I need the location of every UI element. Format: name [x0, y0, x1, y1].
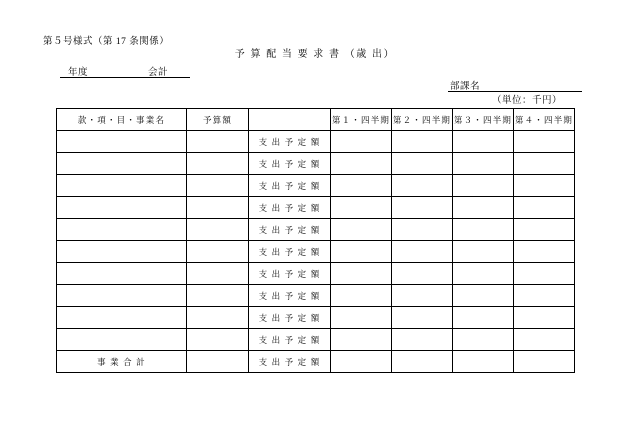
- cell-q2[interactable]: [392, 131, 453, 153]
- cell-item[interactable]: [57, 241, 187, 263]
- table-row: [57, 263, 575, 285]
- cell-budget[interactable]: [187, 329, 249, 351]
- total-q3[interactable]: [453, 351, 514, 373]
- cell-q4[interactable]: [514, 197, 575, 219]
- cell-q3[interactable]: [453, 131, 514, 153]
- header-q3: 第３・四半期: [453, 109, 514, 131]
- cell-budget[interactable]: [187, 285, 249, 307]
- table-row: [57, 285, 575, 307]
- total-q4[interactable]: [514, 351, 575, 373]
- cell-q4[interactable]: [514, 285, 575, 307]
- table-row: [57, 219, 575, 241]
- cell-q4[interactable]: [514, 175, 575, 197]
- cell-q2[interactable]: [392, 285, 453, 307]
- account-label: 会計: [148, 68, 169, 78]
- cell-q3[interactable]: [453, 153, 514, 175]
- cell-budget[interactable]: [187, 131, 249, 153]
- cell-q3[interactable]: [453, 175, 514, 197]
- total-label: 事 業 合 計: [57, 351, 187, 373]
- table-row: [57, 241, 575, 263]
- cell-item[interactable]: [57, 175, 187, 197]
- cell-q1[interactable]: [331, 197, 392, 219]
- cell-q1[interactable]: [331, 219, 392, 241]
- cell-plan-label: 支 出 予 定 額: [249, 263, 331, 285]
- cell-item[interactable]: [57, 307, 187, 329]
- table-row: [57, 153, 575, 175]
- cell-q4[interactable]: [514, 153, 575, 175]
- header-q1: 第１・四半期: [331, 109, 392, 131]
- cell-q2[interactable]: [392, 175, 453, 197]
- cell-q4[interactable]: [514, 241, 575, 263]
- cell-plan-label: 支 出 予 定 額: [249, 131, 331, 153]
- table-row: [57, 197, 575, 219]
- cell-q4[interactable]: [514, 263, 575, 285]
- budget-allocation-table: [56, 108, 575, 373]
- table-header-row: [57, 109, 575, 131]
- cell-q4[interactable]: [514, 329, 575, 351]
- cell-q2[interactable]: [392, 219, 453, 241]
- table-total-row: [57, 351, 575, 373]
- cell-budget[interactable]: [187, 197, 249, 219]
- cell-q3[interactable]: [453, 197, 514, 219]
- cell-q1[interactable]: [331, 175, 392, 197]
- cell-q1[interactable]: [331, 153, 392, 175]
- page-title: 予 算 配 当 要 求 書 （歳 出）: [234, 49, 396, 60]
- cell-q3[interactable]: [453, 329, 514, 351]
- cell-q1[interactable]: [331, 285, 392, 307]
- fiscal-year-label: 年度: [68, 68, 89, 78]
- cell-q2[interactable]: [392, 263, 453, 285]
- cell-q3[interactable]: [453, 263, 514, 285]
- cell-q3[interactable]: [453, 285, 514, 307]
- cell-budget[interactable]: [187, 219, 249, 241]
- cell-budget[interactable]: [187, 307, 249, 329]
- cell-plan-label: 支 出 予 定 額: [249, 153, 331, 175]
- cell-q4[interactable]: [514, 131, 575, 153]
- cell-q1[interactable]: [331, 263, 392, 285]
- unit-note: （単位：千円）: [492, 96, 563, 106]
- cell-budget[interactable]: [187, 175, 249, 197]
- cell-q3[interactable]: [453, 219, 514, 241]
- department-label: 部課名: [450, 82, 481, 92]
- cell-q3[interactable]: [453, 307, 514, 329]
- cell-q4[interactable]: [514, 219, 575, 241]
- cell-item[interactable]: [57, 219, 187, 241]
- cell-q2[interactable]: [392, 153, 453, 175]
- cell-budget[interactable]: [187, 241, 249, 263]
- cell-item[interactable]: [57, 197, 187, 219]
- cell-budget[interactable]: [187, 153, 249, 175]
- cell-item[interactable]: [57, 131, 187, 153]
- header-budget: 予算額: [187, 109, 249, 131]
- cell-plan-label: 支 出 予 定 額: [249, 307, 331, 329]
- total-plan-label: 支 出 予 定 額: [249, 351, 331, 373]
- cell-q2[interactable]: [392, 241, 453, 263]
- cell-item[interactable]: [57, 329, 187, 351]
- cell-q2[interactable]: [392, 329, 453, 351]
- cell-plan-label: 支 出 予 定 額: [249, 219, 331, 241]
- table-row: [57, 307, 575, 329]
- cell-item[interactable]: [57, 263, 187, 285]
- total-budget[interactable]: [187, 351, 249, 373]
- table-row: [57, 131, 575, 153]
- table-row: [57, 329, 575, 351]
- cell-plan-label: 支 出 予 定 額: [249, 285, 331, 307]
- cell-item[interactable]: [57, 153, 187, 175]
- header-plan: [249, 109, 331, 131]
- total-q2[interactable]: [392, 351, 453, 373]
- cell-q3[interactable]: [453, 241, 514, 263]
- header-q4: 第４・四半期: [514, 109, 575, 131]
- cell-plan-label: 支 出 予 定 額: [249, 241, 331, 263]
- header-item: 款・項・目・事業名: [57, 109, 187, 131]
- total-q1[interactable]: [331, 351, 392, 373]
- table-row: [57, 175, 575, 197]
- cell-q1[interactable]: [331, 131, 392, 153]
- form-number: 第５号様式（第 17 条関係）: [43, 37, 170, 47]
- cell-q2[interactable]: [392, 307, 453, 329]
- cell-q1[interactable]: [331, 307, 392, 329]
- cell-q2[interactable]: [392, 197, 453, 219]
- cell-q1[interactable]: [331, 329, 392, 351]
- cell-plan-label: 支 出 予 定 額: [249, 175, 331, 197]
- cell-plan-label: 支 出 予 定 額: [249, 329, 331, 351]
- cell-item[interactable]: [57, 285, 187, 307]
- cell-q4[interactable]: [514, 307, 575, 329]
- cell-budget[interactable]: [187, 263, 249, 285]
- cell-q1[interactable]: [331, 241, 392, 263]
- cell-plan-label: 支 出 予 定 額: [249, 197, 331, 219]
- header-q2: 第２・四半期: [392, 109, 453, 131]
